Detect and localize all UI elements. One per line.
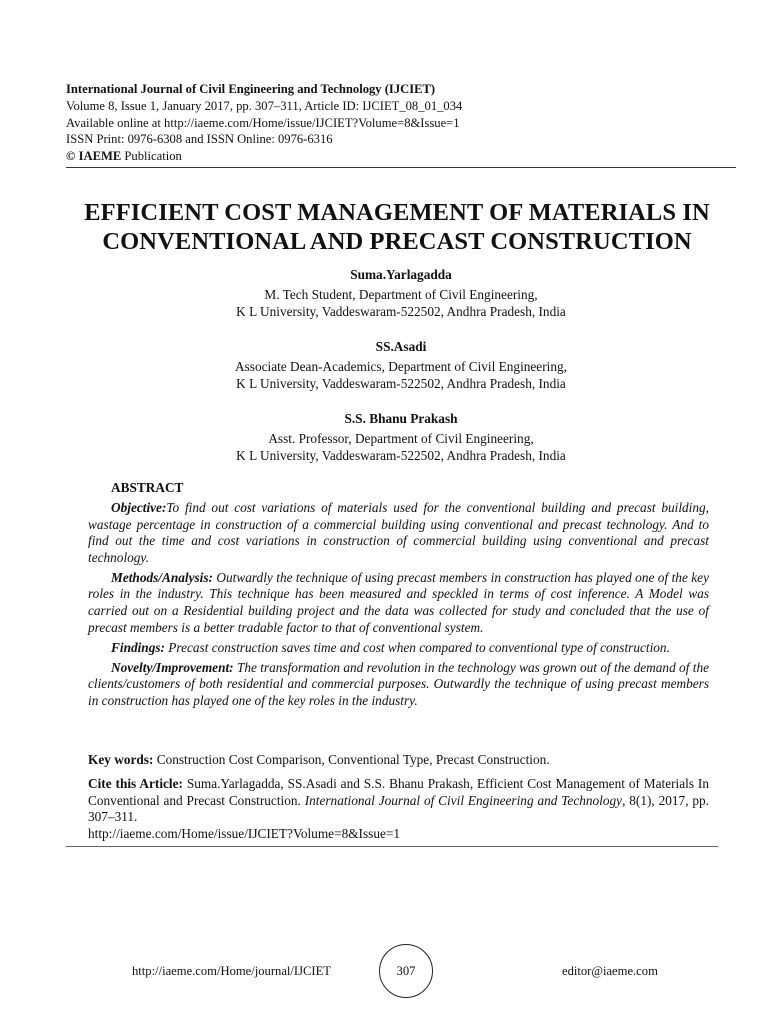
citation-label: Cite this Article: (88, 776, 183, 791)
objective-text: To find out cost variations of materials used for the conventional building and precast building, wastage percentage in construction of a commercial building using conventional and precast technology. And to find out the time and cost variations in construction of commercial building using conventional and precast technology. (88, 500, 709, 565)
author-affiliation: M. Tech Student, Department of Civil Engineering, (264, 287, 538, 302)
citation (88, 776, 709, 842)
header-divider (66, 167, 736, 168)
abstract-heading: ABSTRACT (111, 480, 184, 495)
findings-label: Findings: (111, 639, 165, 655)
copyright-symbol: © (66, 149, 76, 164)
novelty-text: The transformation and revolution in the technology was grown out of the demand of the clients/customers of both residential and commercial purposes. Outwardly the technique of using precast members in construction has played one of the key roles in the industry. (88, 659, 709, 709)
abstract-findings (88, 640, 709, 657)
paper-title (40, 198, 754, 256)
methods-label: Methods/Analysis: (111, 569, 213, 585)
citation-details: , 8(1), 2017, pp. 307–311. (88, 792, 709, 825)
citation-url-link[interactable]: http://iaeme.com/Home/issue/IJCIET?Volume=8&Issue=1 (88, 825, 401, 841)
novelty-label: Novelty/Improvement: (111, 659, 234, 675)
citation-text: Suma.Yarlagadda, SS.Asadi and S.S. Bhanu Prakash, Efficient Cost Management of Materials In Conventional and Precast Construction. (88, 776, 710, 808)
page-number-badge (379, 944, 433, 998)
author-name: Suma.Yarlagadda (350, 267, 452, 282)
author-name: S.S. Bhanu Prakash (344, 411, 458, 426)
author-affiliation: Asst. Professor, Department of Civil Engineering, (268, 431, 534, 446)
footer-email-link[interactable]: editor@iaeme.com (562, 964, 658, 978)
citation-divider (66, 846, 718, 847)
volume-line: Volume 8, Issue 1, January 2017, pp. 307–311, Article ID: IJCIET_08_01_034 (66, 98, 463, 113)
author-list (66, 266, 736, 482)
author-block (66, 266, 736, 320)
publisher-suffix: Publication (124, 149, 182, 164)
journal-header (66, 81, 736, 165)
author-affiliation: K L University, Vaddeswaram-522502, Andhra Pradesh, India (236, 376, 566, 391)
footer-journal-link[interactable]: http://iaeme.com/Home/journal/IJCIET (132, 964, 332, 978)
keywords-label: Key words: (88, 752, 154, 767)
methods-text: Outwardly the technique of using precast members in construction has played one of the key roles in the industry. This technique has been measured and speckled in terms of cost inference. A Model was carried out on a Residential building project and the data was collected for study and concluded that the use of precast members is a better tradable factor to that of conventional system. (88, 569, 709, 635)
abstract-novelty (88, 660, 709, 710)
title-line-2: CONVENTIONAL AND PRECAST CONSTRUCTION (102, 228, 692, 255)
findings-text: Precast construction saves time and cost when compared to conventional type of construction. (164, 639, 670, 655)
abstract-methods (88, 570, 709, 636)
author-block (66, 410, 736, 464)
keywords-text: Construction Cost Comparison, Conventional Type, Precast Construction. (153, 752, 550, 767)
objective-label: Objective: (111, 500, 167, 515)
keywords (88, 752, 709, 769)
issn-line: ISSN Print: 0976-6308 and ISSN Online: 0976-6316 (66, 132, 333, 147)
publisher-name: IAEME (78, 149, 122, 164)
author-affiliation: Associate Dean-Academics, Department of Civil Engineering, (235, 359, 567, 374)
title-line-1: EFFICIENT COST MANAGEMENT OF MATERIALS IN (84, 199, 710, 226)
author-name: SS.Asadi (375, 339, 427, 354)
abstract-body (88, 500, 709, 713)
abstract-objective (88, 500, 709, 566)
page-number: 307 (396, 963, 416, 978)
publisher-line (66, 148, 736, 165)
journal-title: International Journal of Civil Engineering and Technology (IJCIET) (66, 82, 436, 96)
author-affiliation: K L University, Vaddeswaram-522502, Andhra Pradesh, India (236, 304, 566, 319)
available-online-line: Available online at http://iaeme.com/Home/issue/IJCIET?Volume=8&Issue=1 (66, 115, 460, 130)
author-affiliation: K L University, Vaddeswaram-522502, Andhra Pradesh, India (236, 448, 566, 463)
author-block (66, 338, 736, 392)
citation-journal: International Journal of Civil Engineering and Technology (304, 792, 623, 808)
